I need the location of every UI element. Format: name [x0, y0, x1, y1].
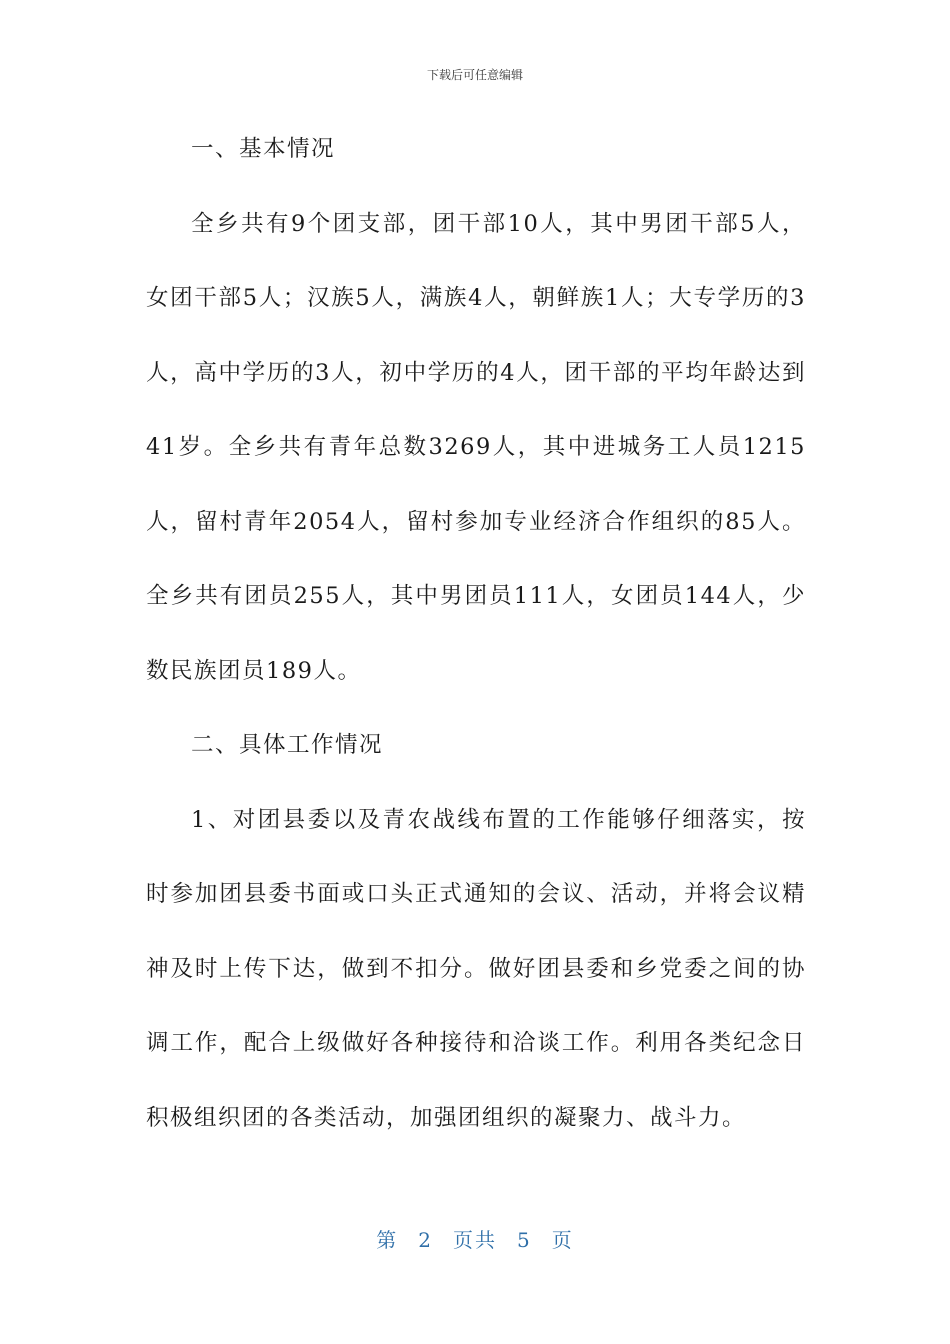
footer-total-pages: 5: [517, 1228, 532, 1252]
footer-current-page: 2: [418, 1228, 433, 1252]
paragraph-basic-statistics: 全乡共有9个团支部，团干部10人，其中男团干部5人，女团干部5人；汉族5人，满族4人，朝鲜族1人；大专学历的3人，高中学历的3人，初中学历的4人，团干部的平均年龄达到41岁。全乡共有青年总数3269人，其中进城务工人员1215人，留村青年2054人，留村参加专业经济合作组织的85人。全乡共有团员255人，其中男团员111人，女团员144人，少数民族团员189人。: [146, 210, 806, 684]
footer-middle: 页共: [453, 1228, 497, 1252]
section-heading-basic-situation: 一、基本情况: [191, 136, 336, 162]
page-header-note: 下载后可任意编辑: [426, 68, 523, 82]
footer-prefix: 第: [376, 1228, 399, 1252]
document-body: [146, 112, 806, 1155]
section-heading-specific-work: 二、具体工作情况: [191, 732, 384, 758]
paragraph-work-item-1: 1、对团县委以及青农战线布置的工作能够仔细落实，按时参加团县委书面或口头正式通知的会议、活动，并将会议精神及时上传下达，做到不扣分。做好团县委和乡党委之间的协调工作，配合上级做好各种接待和洽谈工作。利用各类纪念日积极组织团的各类活动，加强团组织的凝聚力、战斗力。: [146, 806, 806, 1131]
page-footer: [0, 1224, 950, 1253]
footer-suffix: 页: [551, 1228, 574, 1252]
